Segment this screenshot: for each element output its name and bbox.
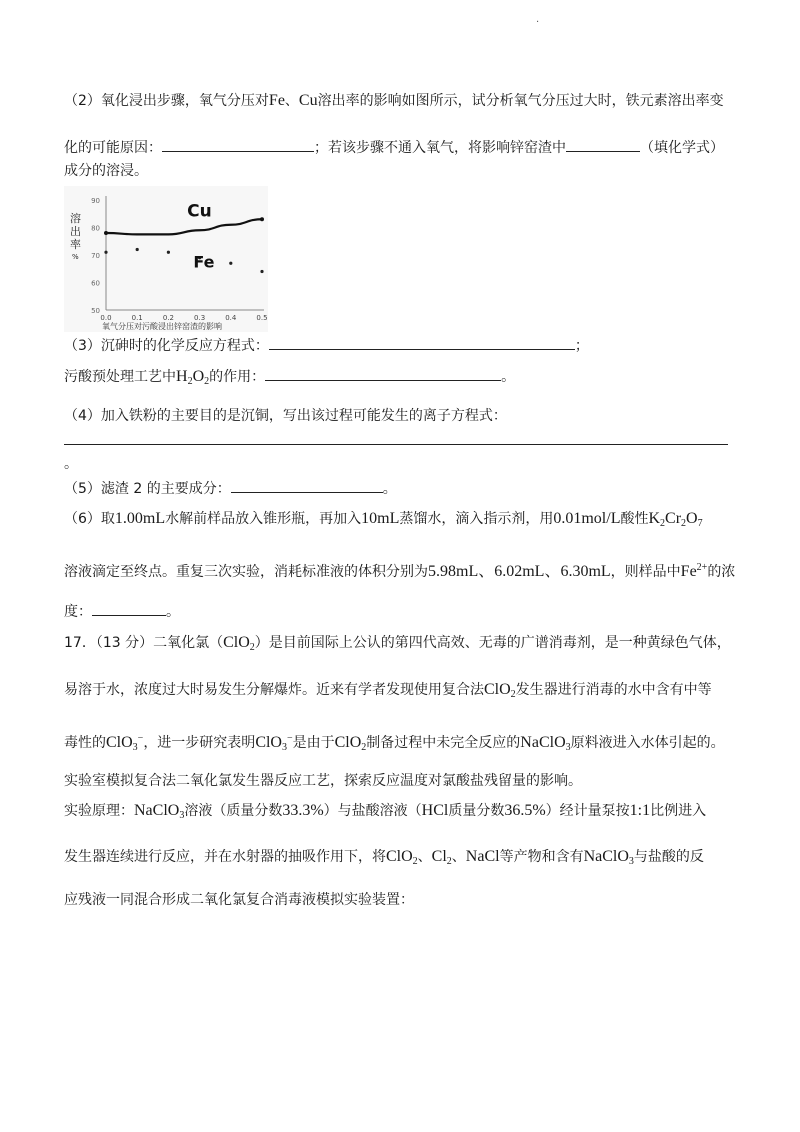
q17-text-q: 发生器连续进行反应，并在水射器的抽吸作用下，将 bbox=[64, 849, 386, 865]
q17-text-n: 质量分数 bbox=[448, 803, 505, 819]
naclo3-formula: NaClO$_3$ bbox=[134, 802, 185, 821]
mix-ratio: 1:1 bbox=[629, 802, 651, 819]
q5-answer-blank[interactable] bbox=[231, 478, 383, 493]
chart-caption: 氧气分压对污酸浸出锌窑渣的影响 bbox=[102, 322, 222, 331]
q6-answer-blank[interactable] bbox=[92, 601, 166, 616]
q6-text-c: 蒸馏水，滴入指示剂，用 bbox=[399, 511, 554, 527]
q17-text-i: 原料液进入水体引起的。 bbox=[570, 735, 725, 751]
q6-text-a: （6）取 bbox=[64, 511, 115, 527]
q2-text-b: 溶出率的影响如图所示，试分析氧气分压过大时，铁元素溶出率变 bbox=[317, 93, 724, 109]
q17-text-f: ，进一步研究表明 bbox=[143, 735, 256, 751]
q17-text-g: 是由于 bbox=[292, 735, 335, 751]
q3-text-a: （3）沉砷时的化学反应方程式： bbox=[64, 338, 269, 354]
q17-text-s: 与盐酸的反 bbox=[633, 849, 704, 865]
q2-text-f: 成分的溶浸。 bbox=[64, 163, 148, 179]
clo2-formula: ClO$_2$ bbox=[386, 848, 418, 867]
fe-data-point bbox=[260, 270, 263, 273]
nacl-formula: NaCl bbox=[465, 848, 500, 865]
cu-symbol: Cu bbox=[298, 92, 318, 109]
q2-line-2 bbox=[64, 137, 724, 159]
q6-end: 。 bbox=[166, 604, 180, 620]
x-tick-label: 0.0 bbox=[100, 314, 112, 322]
q6-line-2 bbox=[64, 557, 735, 583]
x-tick-label: 0.2 bbox=[162, 314, 174, 322]
mass-fraction-1: 33.3% bbox=[282, 802, 324, 819]
list-separator: 、 bbox=[451, 849, 466, 865]
cu-data-point bbox=[104, 231, 108, 235]
titration-volumes: 5.98mL、6.02mL、6.30mL bbox=[428, 563, 611, 580]
q2-line-3 bbox=[64, 160, 148, 182]
x-tick-label: 0.5 bbox=[256, 314, 268, 322]
cu-series-label: Cu bbox=[187, 201, 212, 222]
q17-line-4 bbox=[64, 770, 582, 792]
h2o2-formula: $H_2O_2$ bbox=[176, 368, 210, 387]
q17-text-b: ）是目前国际上公认的第四代高效、无毒的广谱消毒剂，是一种黄绿色气体， bbox=[254, 635, 731, 651]
q17-text-p: 比例进入 bbox=[650, 803, 707, 819]
y-tick-label: 90 bbox=[91, 197, 100, 205]
q17-text-e: 毒性的 bbox=[64, 735, 106, 751]
q6-text-b: 水解前样品放入锥形瓶，再加入 bbox=[165, 511, 362, 527]
q3-text-d: 的作用： bbox=[209, 369, 266, 385]
q6-text-e: 溶液滴定至终点。重复三次实验，消耗标准液的体积分别为 bbox=[64, 564, 428, 580]
naclo3-formula: NaClO$_3$ bbox=[520, 734, 571, 753]
q6-text-f: ，则样品中 bbox=[610, 564, 681, 580]
q2-answer-blank-1[interactable] bbox=[162, 137, 314, 152]
q17-text-r: 等产物和含有 bbox=[499, 849, 584, 865]
q17-text-t: 应残液一同混合形成二氧化氯复合消毒液模拟实验装置： bbox=[64, 892, 414, 908]
sample-volume: 1.00mL bbox=[114, 510, 166, 527]
fe-series-label: Fe bbox=[193, 252, 215, 272]
x-tick-label: 0.4 bbox=[225, 314, 237, 322]
fe2-ion: $Fe^{2+}$ bbox=[680, 562, 708, 580]
fe-data-point bbox=[104, 251, 107, 254]
y-tick-label: 80 bbox=[91, 224, 100, 233]
clo2-formula: ClO$_2$ bbox=[223, 634, 255, 653]
q17-line-2 bbox=[64, 679, 712, 706]
hcl-formula: HCl bbox=[421, 802, 449, 819]
q17-line-5 bbox=[64, 800, 706, 827]
mass-fraction-2: 36.5% bbox=[504, 802, 546, 819]
fe-data-point bbox=[167, 251, 170, 254]
q2-line-1 bbox=[64, 90, 724, 112]
q17-text-a: 17．（13 分）二氧化氯（ bbox=[64, 635, 224, 651]
q17-text-m: ）与盐酸溶液（ bbox=[323, 803, 422, 819]
q2-text-a: （2）氧化浸出步骤，氧气分压对 bbox=[64, 93, 269, 109]
cu-data-point bbox=[260, 217, 264, 221]
q6-text-g: 的浓 bbox=[707, 564, 736, 580]
q5-text: （5）滤渣 2 的主要成分： bbox=[64, 481, 231, 497]
y-tick-label: 60 bbox=[91, 279, 100, 288]
q17-text-d: 发生器进行消毒的水中含有中等 bbox=[515, 682, 712, 698]
clo2-formula: ClO$_2$ bbox=[334, 734, 367, 753]
fe-data-point bbox=[229, 262, 232, 265]
q4-answer-line[interactable] bbox=[64, 444, 728, 445]
q17-text-o: ）经计量泵按 bbox=[545, 803, 630, 819]
q6-line-3 bbox=[64, 601, 180, 623]
q17-line-3 bbox=[64, 728, 725, 759]
q6-text-h: 度： bbox=[64, 604, 92, 620]
y-tick-label: 70 bbox=[91, 252, 100, 260]
x-tick-label: 0.1 bbox=[131, 314, 143, 322]
clo3-ion: ClO$_3$− bbox=[255, 733, 293, 753]
q6-text-d: 酸性 bbox=[620, 511, 649, 527]
q4-text: （4）加入铁粉的主要目的是沉铜，写出该过程可能发生的离子方程式： bbox=[64, 408, 507, 424]
q3-text-b: ； bbox=[574, 338, 589, 354]
list-separator: 、 bbox=[417, 849, 432, 865]
cl2-formula: $Cl_2$ bbox=[431, 848, 452, 867]
q17-text-h: 制备过程中未完全反应的 bbox=[366, 735, 521, 751]
q5-end: 。 bbox=[382, 481, 397, 497]
q6-line-1 bbox=[64, 508, 703, 535]
q17-text-l: 溶液（质量分数 bbox=[184, 803, 283, 819]
q4-line-1 bbox=[64, 405, 507, 427]
q2-answer-blank-2[interactable] bbox=[566, 137, 640, 152]
q2-text-c: 化的可能原因： bbox=[64, 140, 162, 156]
k2cr2o7-formula: $K_2Cr_2O_7$ bbox=[648, 510, 703, 529]
q3-line-2 bbox=[64, 366, 515, 393]
fe-symbol: Fe bbox=[268, 92, 285, 109]
naclo3-formula: NaClO$_3$ bbox=[583, 848, 634, 867]
concentration: 0.01mol/L bbox=[553, 510, 621, 527]
q17-text-c: 易溶于水，浓度过大时易发生分解爆炸。近来有学者发现使用复合法 bbox=[64, 682, 484, 698]
q17-line-6 bbox=[64, 846, 704, 873]
q17-line-7 bbox=[64, 889, 414, 911]
q3-answer-blank-2[interactable] bbox=[265, 366, 501, 381]
q2-text-d: ；若该步骤不通入氧气，将影响锌窑渣中 bbox=[314, 140, 566, 156]
q17-text-k: 实验原理： bbox=[64, 803, 134, 819]
q17-text-j: 实验室模拟复合法二氧化氯发生器反应工艺，探索反应温度对氯酸盐残留量的影响。 bbox=[64, 773, 582, 789]
corner-mark: . bbox=[536, 14, 540, 25]
x-tick-label: 0.3 bbox=[194, 314, 206, 322]
separator: 、 bbox=[284, 93, 299, 109]
clo2-formula: ClO$_2$ bbox=[484, 681, 516, 700]
q17-line-1 bbox=[64, 632, 731, 659]
q3-text-e: 。 bbox=[501, 369, 516, 385]
q3-text-c: 污酸预处理工艺中 bbox=[64, 369, 176, 385]
y-tick-label: 50 bbox=[91, 307, 100, 315]
q3-answer-blank-1[interactable] bbox=[269, 335, 575, 350]
q2-text-e: （填化学式） bbox=[640, 140, 724, 156]
dissolution-rate-chart bbox=[64, 186, 268, 332]
q3-line-1 bbox=[64, 335, 589, 357]
q4-end: 。 bbox=[64, 456, 78, 472]
q5-line bbox=[64, 478, 397, 500]
q4-line-2 bbox=[64, 453, 78, 475]
fe-data-point bbox=[136, 248, 139, 251]
y-axis-label: 溶 出 率 % bbox=[70, 212, 81, 261]
clo3-ion: ClO$_3$− bbox=[106, 733, 144, 753]
water-volume: 10mL bbox=[361, 510, 400, 527]
